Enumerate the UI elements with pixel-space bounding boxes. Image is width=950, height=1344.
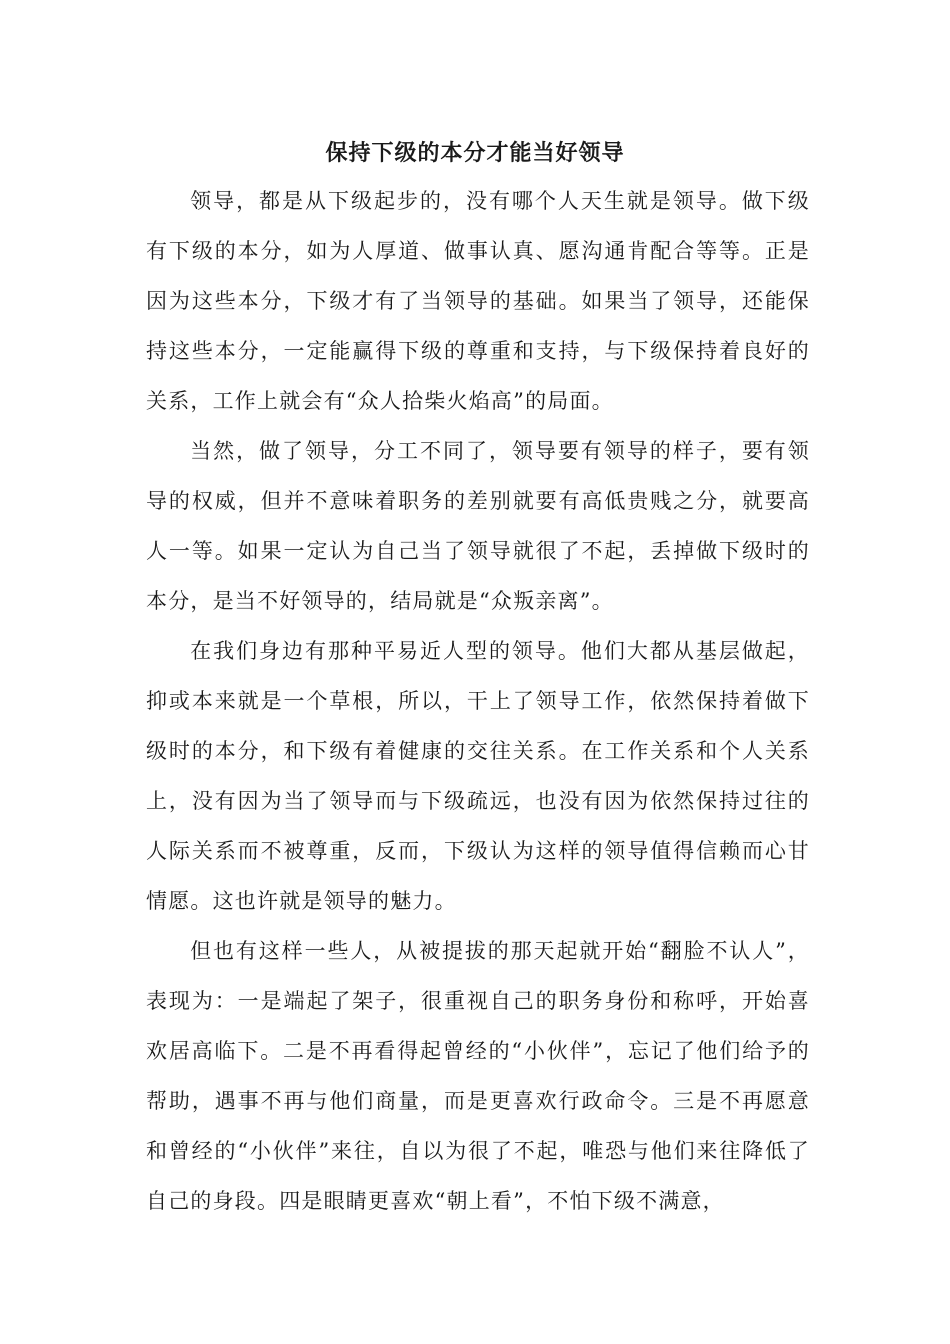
paragraph-1: 领导，都是从下级起步的，没有哪个人天生就是领导。做下级有下级的本分，如为人厚道、做事认真、愿沟通肯配合等等。正是因为这些本分，下级才有了当领导的基础。如果当了领导，还能保持这些本分，一定能赢得下级的尊重和支持，与下级保持着良好的关系，工作上就会有“众人拾柴火焰高”的局面。 <box>146 189 810 413</box>
paragraph-3: 在我们身边有那种平易近人型的领导。他们大都从基层做起，抑或本来就是一个草根，所以，干上了领导工作，依然保持着做下级时的本分，和下级有着健康的交往关系。在工作关系和个人关系上，没有因为当了领导而与下级疏远，也没有因为依然保持过往的人际关系而不被尊重，反而，下级认为这样的领导值得信赖而心甘情愿。这也许就是领导的魅力。 <box>146 639 810 913</box>
article-body <box>146 176 810 1226</box>
page-title: 保持下级的本分才能当好领导 <box>325 141 625 166</box>
paragraph-2: 当然，做了领导，分工不同了，领导要有领导的样子，要有领导的权威，但并不意味着职务的差别就要有高低贵贱之分，就要高人一等。如果一定认为自己当了领导就很了不起，丢掉做下级时的本分，是当不好领导的，结局就是“众叛亲离”。 <box>146 439 810 613</box>
paragraph-4: 但也有这样一些人，从被提拔的那天起就开始“翻脸不认人”，表现为：一是端起了架子，很重视自己的职务身份和称呼，开始喜欢居高临下。二是不再看得起曾经的“小伙伴”，忘记了他们给予的帮助，遇事不再与他们商量，而是更喜欢行政命令。三是不再愿意和曾经的“小伙伴”来往，自以为很了不起，唯恐与他们来往降低了自己的身段。四是眼睛更喜欢“朝上看”，不怕下级不满意， <box>146 939 810 1213</box>
